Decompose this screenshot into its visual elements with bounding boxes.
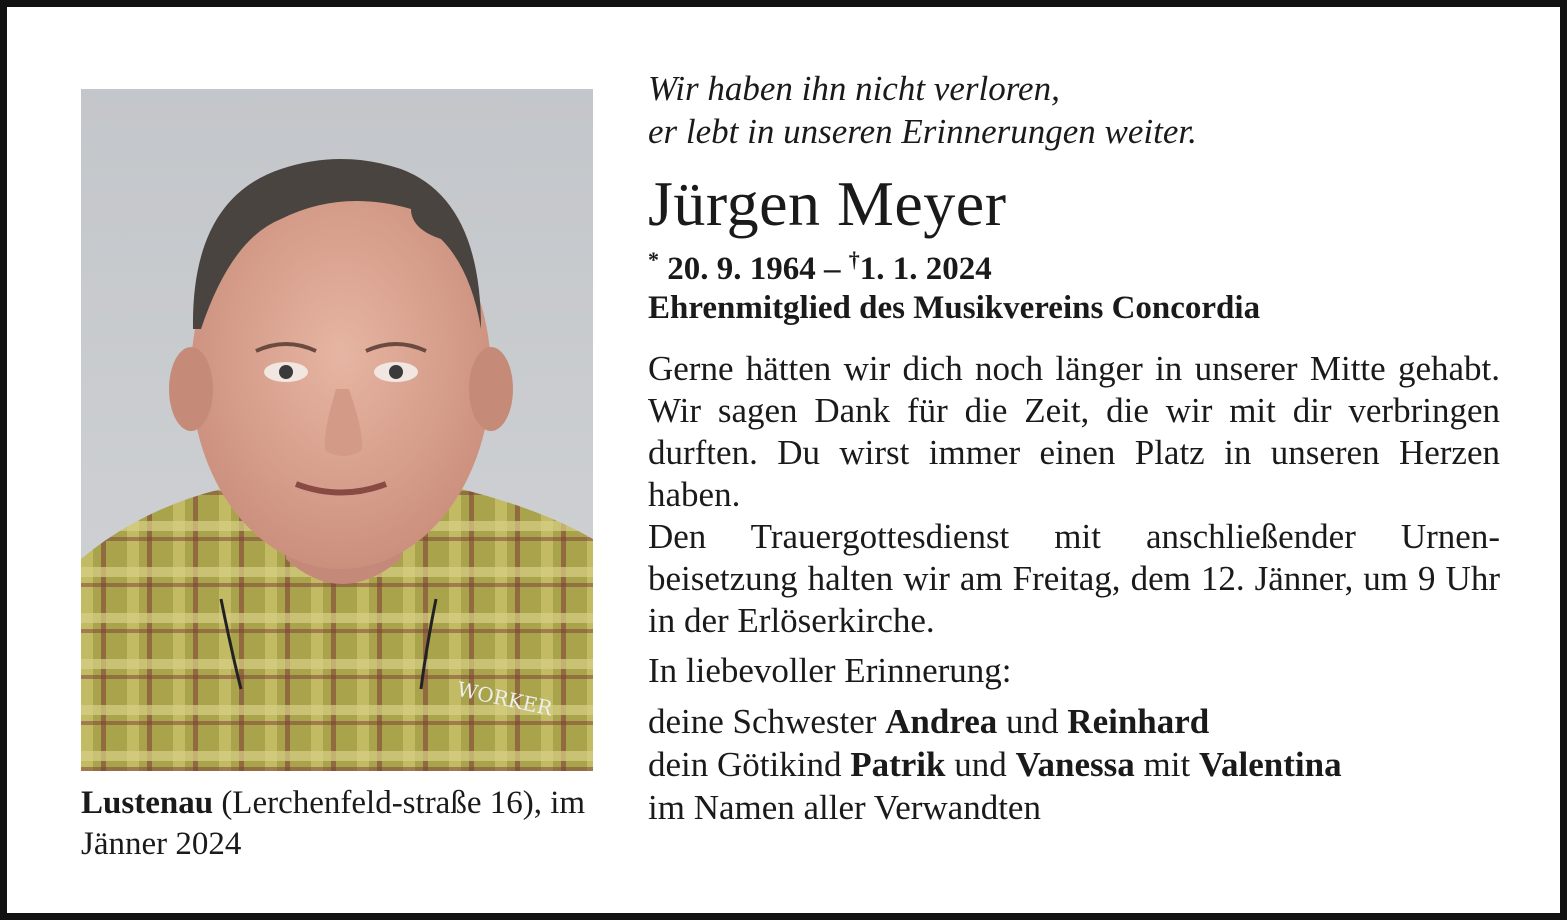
birth-symbol: * (648, 247, 659, 272)
honorary-role: Ehrenmitglied des Musikvereins Concordia (648, 290, 1261, 326)
obituary-text (648, 348, 1500, 642)
signer-line-1 (648, 700, 1508, 743)
death-symbol: † (848, 247, 860, 272)
signer-line-2 (648, 743, 1508, 786)
signer-text: und (945, 745, 1016, 784)
shirt-print: WORKER (454, 676, 555, 721)
memory-label: In liebevoller Erinnerung: (648, 651, 1012, 690)
signer-name: Vanessa (1015, 745, 1135, 784)
signer-text: dein Götikind (648, 745, 851, 784)
signer-line-3: im Namen aller Verwandten (648, 788, 1041, 827)
deceased-name: Jürgen Meyer (648, 168, 1007, 239)
signer-name: Valentina (1198, 745, 1342, 784)
signer-name: Reinhard (1067, 702, 1210, 741)
death-date: 1. 1. 2024 (859, 251, 992, 287)
signer-text: deine Schwester (648, 702, 886, 741)
portrait-photo (81, 89, 593, 771)
signers (648, 700, 1508, 829)
signer-text: mit (1134, 745, 1199, 784)
portrait-illustration (81, 89, 593, 771)
place-city: Lustenau (81, 785, 214, 821)
place-and-date (81, 783, 601, 865)
signer-name: Andrea (885, 702, 998, 741)
place-details: (Lerchenfeld-straße 16), im Jänner 2024 (81, 785, 586, 862)
signer-name: Patrik (850, 745, 946, 784)
paragraph-1: Gerne hätten wir dich noch länger in unserer Mitte gehabt. Wir sagen Dank für die Zeit, die wir mit dir verbringen durften. Du wirst immer einen Platz in unseren Herzen haben. (648, 349, 1500, 514)
signer-text: und (997, 702, 1068, 741)
motto (648, 67, 1508, 153)
life-dates (648, 241, 1508, 288)
motto-line-2: er lebt in unseren Erinnerungen weiter. (648, 112, 1197, 151)
paragraph-2: Den Trauergottesdienst mit anschließender Urnen-beisetzung halten wir am Freitag, dem 12. Jänner, um 9 Uhr in der Erlöserkirche. (648, 517, 1500, 640)
text-column (648, 67, 1508, 829)
birth-date: 20. 9. 1964 – (659, 251, 849, 287)
motto-line-1: Wir haben ihn nicht verloren, (648, 69, 1060, 108)
